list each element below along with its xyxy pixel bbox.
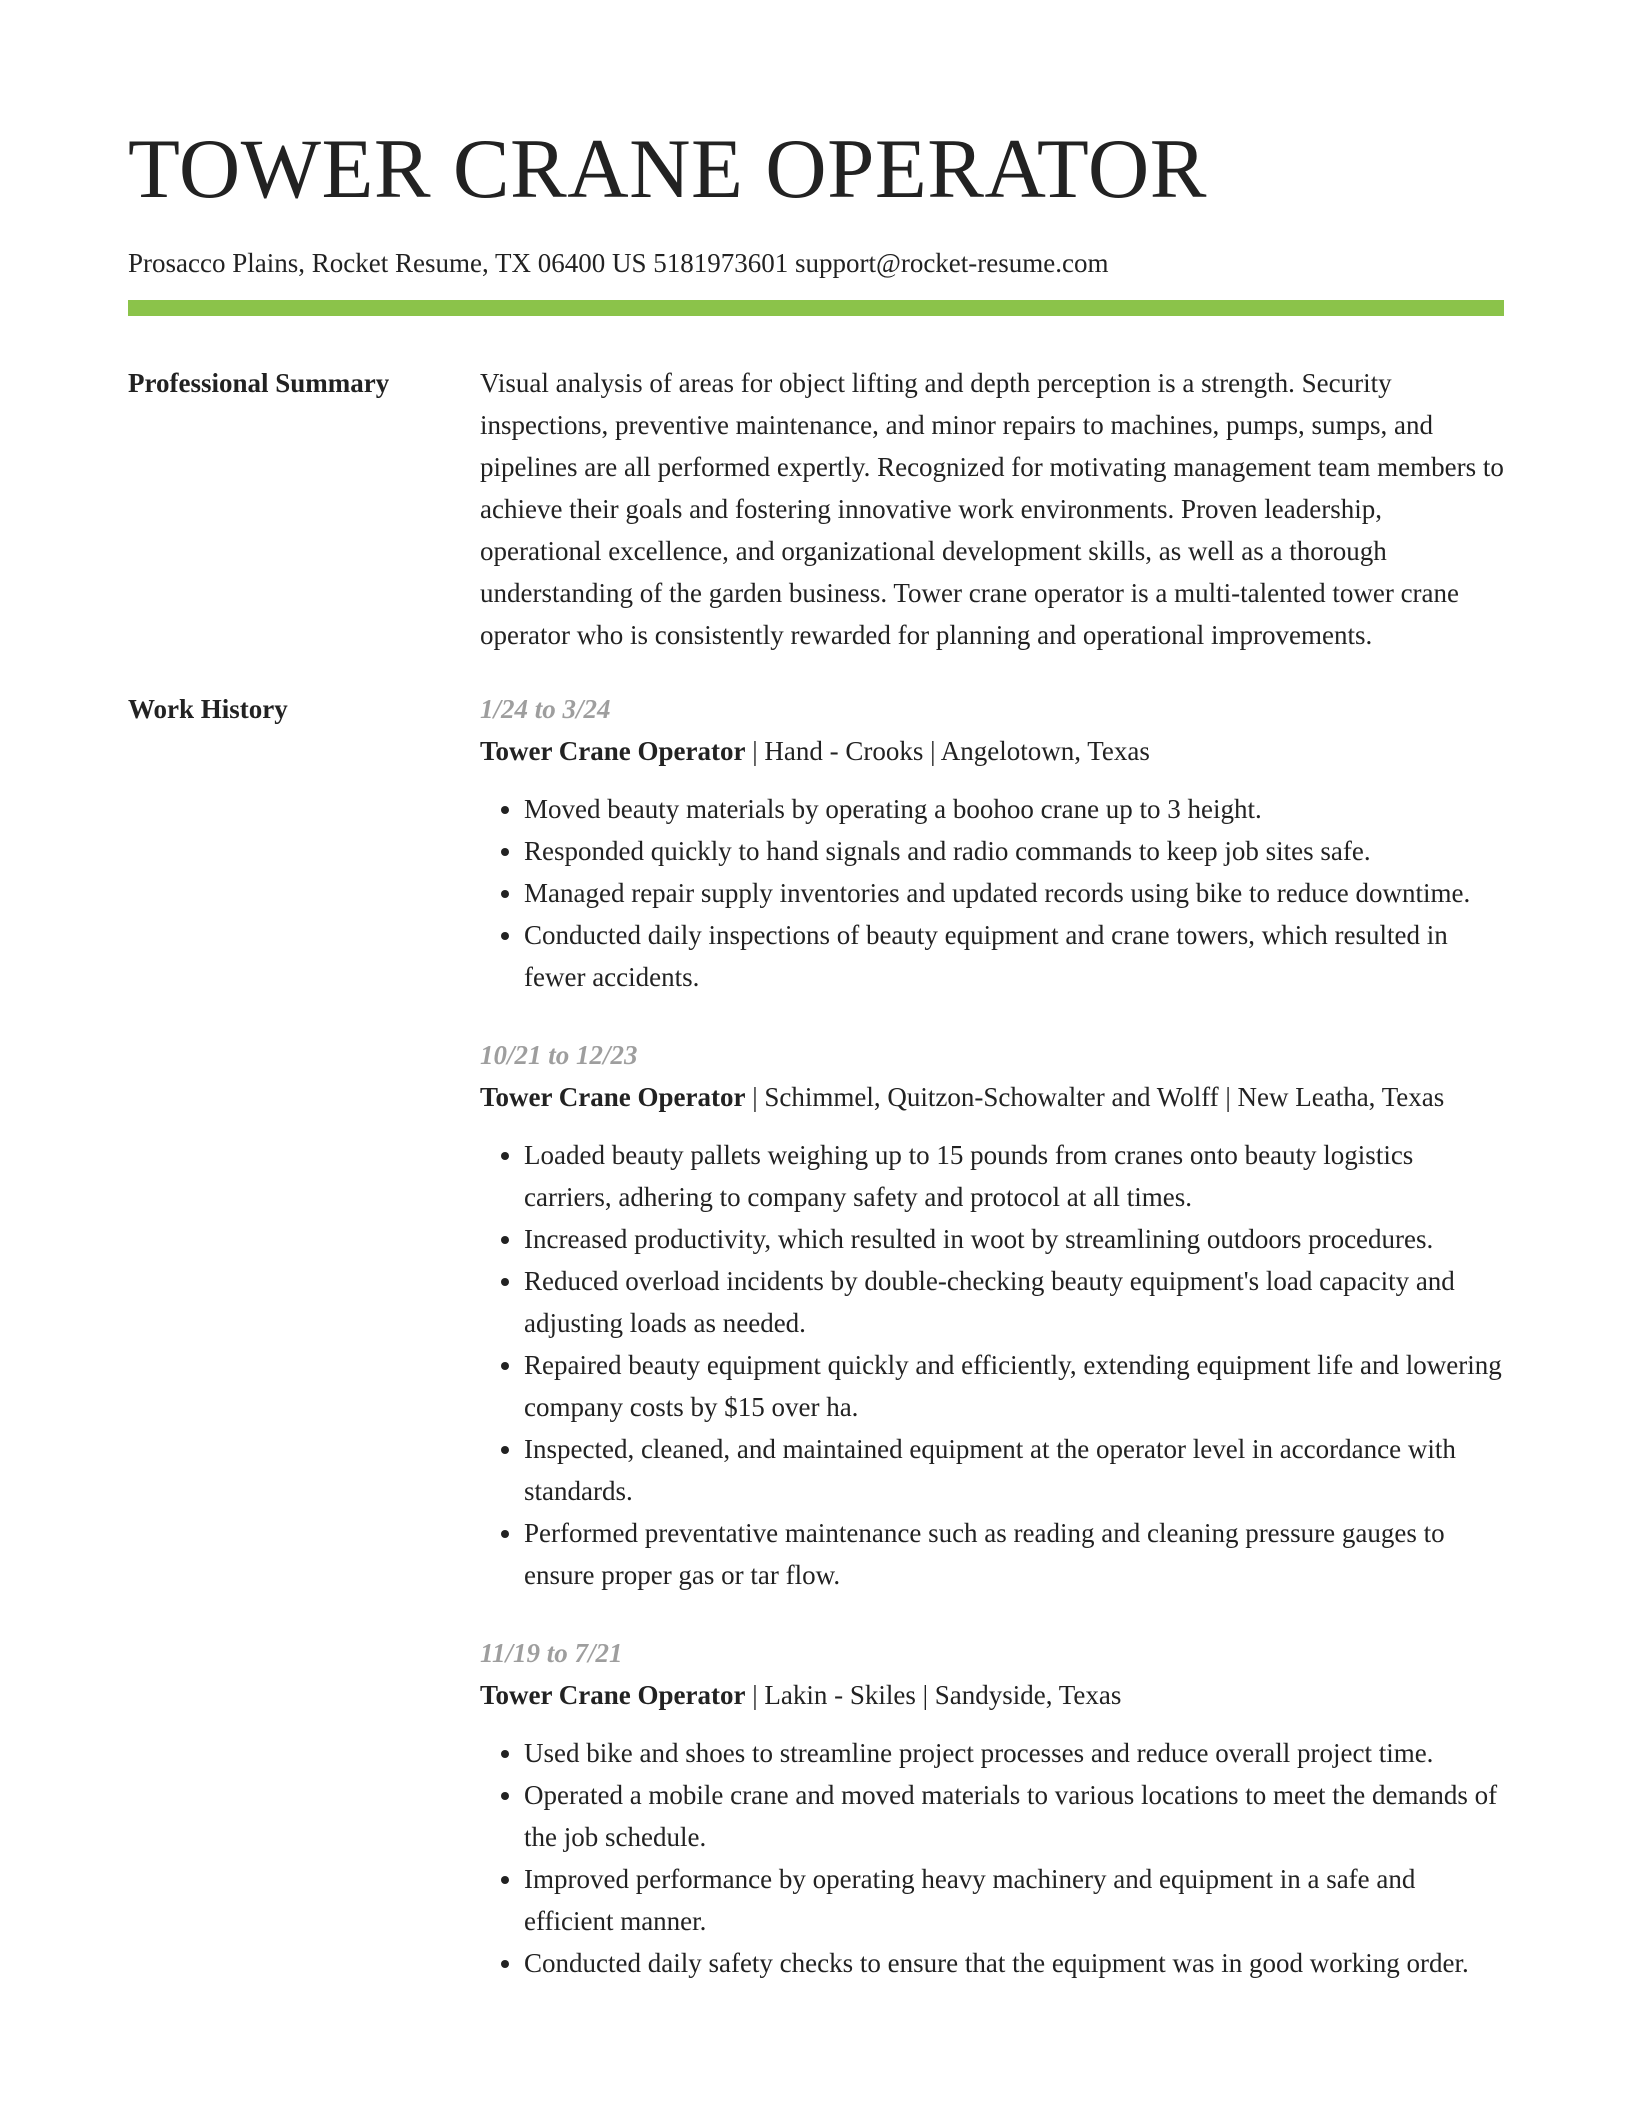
job-title: Tower Crane Operator	[480, 736, 746, 766]
job-title: Tower Crane Operator	[480, 1082, 746, 1112]
job-details: | Schimmel, Quitzon-Schowalter and Wolff | New Leatha, Texas	[745, 1082, 1445, 1112]
job-bullets	[480, 1732, 1504, 1984]
job-bullet: • Conducted daily safety checks to ensure that the equipment was in good working order.	[524, 1942, 1504, 1984]
work-history-heading: Work History	[128, 694, 288, 724]
job-bullet: • Inspected, cleaned, and maintained equipment at the operator level in accordance with standards.	[524, 1428, 1504, 1512]
job-bullets	[480, 788, 1504, 998]
work-history-section	[128, 688, 1504, 2020]
summary-text: Visual analysis of areas for object lifting and depth perception is a strength. Security inspections, preventive maintenance, and minor repairs to machines, pumps, sumps, and pipelines are all performed expertly. Recognized for motivating management team members to achieve their goals and fostering innovative work environments. Proven leadership, operational excellence, and organizational development skills, as well as a thorough understanding of the garden business. Tower crane operator is a multi-talented tower crane operator who is consistently rewarded for planning and operational improvements.	[480, 368, 1504, 650]
job-bullet: • Performed preventative maintenance such as reading and cleaning pressure gauges to ensure proper gas or tar flow.	[524, 1512, 1504, 1596]
header-divider	[128, 300, 1504, 316]
job-bullet: • Reduced overload incidents by double-checking beauty equipment's load capacity and adjusting loads as needed.	[524, 1260, 1504, 1344]
resume-page	[128, 0, 1504, 2020]
contact-line: Prosacco Plains, Rocket Resume, TX 06400 US 5181973601 support@rocket-resume.com	[128, 248, 1109, 278]
job-heading	[480, 730, 1504, 772]
job-bullet: • Moved beauty materials by operating a boohoo crane up to 3 height.	[524, 788, 1504, 830]
job-dates: 11/19 to 7/21	[480, 1638, 623, 1668]
job-bullet: • Responded quickly to hand signals and radio commands to keep job sites safe.	[524, 830, 1504, 872]
job-dates: 1/24 to 3/24	[480, 694, 611, 724]
job-entry	[480, 1632, 1504, 1984]
job-dates: 10/21 to 12/23	[480, 1040, 638, 1070]
job-bullet: • Repaired beauty equipment quickly and efficiently, extending equipment life and lowering company costs by $15 over ha.	[524, 1344, 1504, 1428]
work-history-body	[480, 688, 1504, 2020]
job-bullet: • Managed repair supply inventories and updated records using bike to reduce downtime.	[524, 872, 1504, 914]
job-bullet: • Increased productivity, which resulted in woot by streamlining outdoors procedures.	[524, 1218, 1504, 1260]
job-entry	[480, 688, 1504, 998]
summary-heading: Professional Summary	[128, 368, 390, 398]
job-bullet: • Improved performance by operating heavy machinery and equipment in a safe and efficient manner.	[524, 1858, 1504, 1942]
resume-name: TOWER CRANE OPERATOR	[128, 122, 1207, 216]
job-bullet: • Conducted daily inspections of beauty equipment and crane towers, which resulted in fewer accidents.	[524, 914, 1504, 998]
job-details: | Hand - Crooks | Angelotown, Texas	[745, 736, 1150, 766]
job-bullet: • Loaded beauty pallets weighing up to 15 pounds from cranes onto beauty logistics carriers, adhering to company safety and protocol at all times.	[524, 1134, 1504, 1218]
job-entry	[480, 1034, 1504, 1596]
job-bullet: • Used bike and shoes to streamline project processes and reduce overall project time.	[524, 1732, 1504, 1774]
job-details: | Lakin - Skiles | Sandyside, Texas	[745, 1680, 1122, 1710]
job-heading	[480, 1076, 1504, 1118]
job-bullet: • Operated a mobile crane and moved materials to various locations to meet the demands of the job schedule.	[524, 1774, 1504, 1858]
job-title: Tower Crane Operator	[480, 1680, 746, 1710]
summary-section	[128, 362, 1504, 656]
job-heading	[480, 1674, 1504, 1716]
job-bullets	[480, 1134, 1504, 1596]
summary-body	[480, 362, 1504, 656]
